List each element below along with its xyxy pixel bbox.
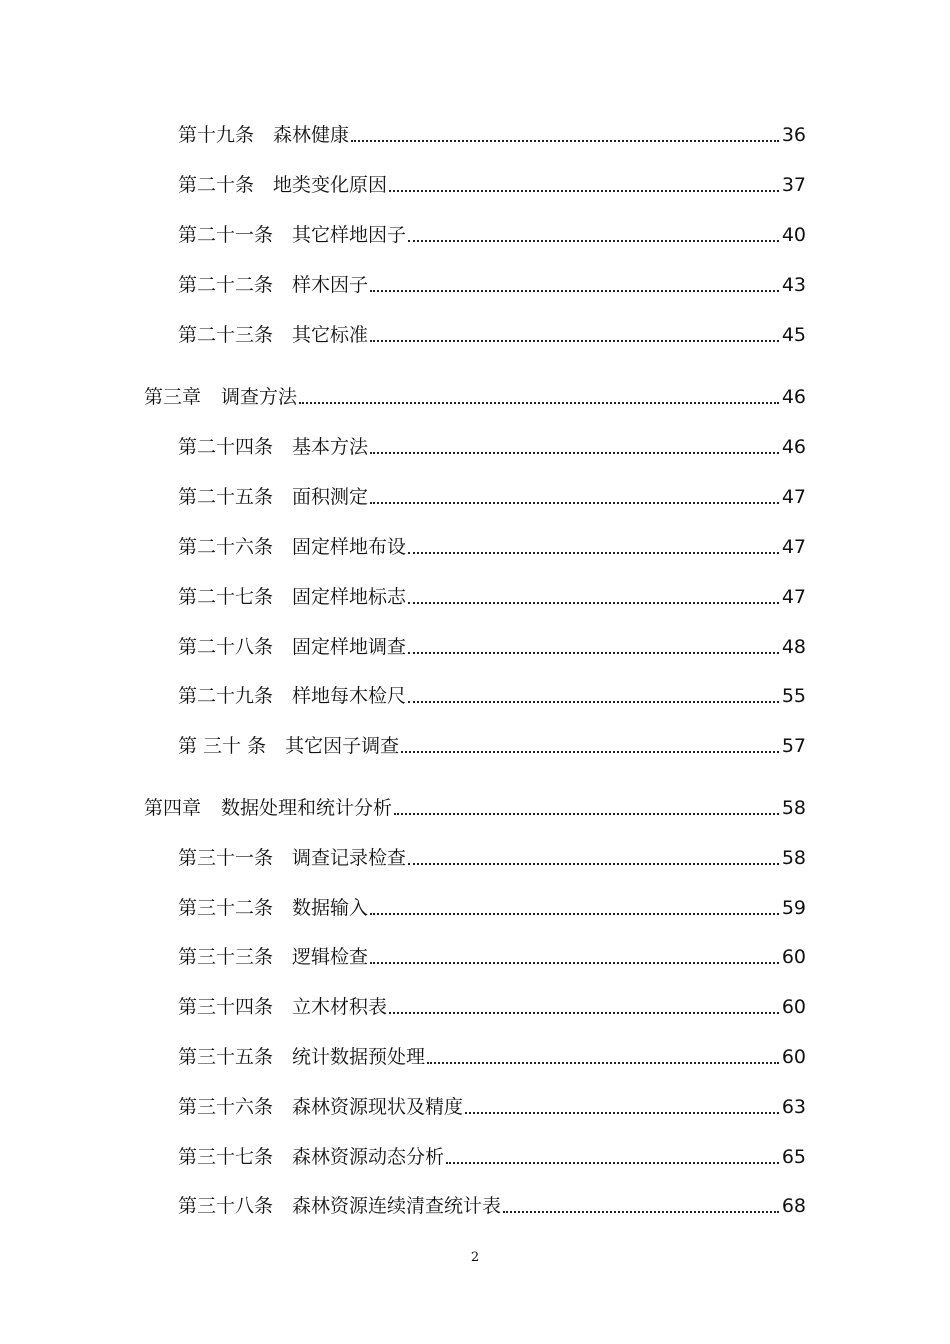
- toc-entry[interactable]: [178, 1092, 806, 1122]
- toc-entry[interactable]: [178, 120, 806, 150]
- toc-entry-page: 65: [781, 1146, 806, 1168]
- dot-leader: [408, 652, 779, 654]
- dot-leader: [370, 340, 779, 342]
- toc-entry-number: 第二十五条: [178, 486, 274, 508]
- toc-entry-page: 60: [781, 996, 806, 1018]
- toc-entry-page: 43: [781, 274, 806, 296]
- toc-entry-number: 第三十八条: [178, 1195, 274, 1217]
- toc-entry-number: 第二十条: [178, 174, 255, 196]
- toc-entry-page: 36: [781, 124, 806, 146]
- toc-chapter-title: 数据处理和统计分析: [221, 797, 393, 819]
- toc-entry-title: 固定样地布设: [292, 536, 407, 558]
- toc-entry-page: 68: [781, 1195, 806, 1217]
- dot-leader: [370, 913, 779, 915]
- dot-leader: [370, 290, 779, 292]
- toc-entry-page: 47: [781, 586, 806, 608]
- toc-entry-number: 第二十七条: [178, 586, 274, 608]
- toc-entry-page: 40: [781, 224, 806, 246]
- dot-leader: [408, 240, 779, 242]
- toc-entry-number: 第十九条: [178, 124, 255, 146]
- toc-entry-page: 60: [781, 1046, 806, 1068]
- toc-entry[interactable]: [178, 582, 806, 612]
- toc-entry[interactable]: [178, 1142, 806, 1172]
- dot-leader: [351, 140, 779, 142]
- toc-entry[interactable]: [178, 270, 806, 300]
- toc-entry-number: 第三十一条: [178, 847, 274, 869]
- toc-entry[interactable]: [178, 1042, 806, 1072]
- dot-leader: [408, 863, 779, 865]
- toc-entry-number: 第二十八条: [178, 636, 274, 658]
- dot-leader: [370, 452, 779, 454]
- toc-chapter-entry[interactable]: [144, 793, 806, 823]
- toc-entry-title: 基本方法: [292, 436, 369, 458]
- toc-entry-title: 调查记录检查: [292, 847, 407, 869]
- toc-entry-number: 第三十二条: [178, 897, 274, 919]
- toc-entry[interactable]: [178, 1191, 806, 1221]
- toc-entry-number: 第 三十 条: [178, 735, 267, 757]
- dot-leader: [408, 552, 779, 554]
- toc-entry[interactable]: [178, 320, 806, 350]
- toc-entry-title: 其它样地因子: [292, 224, 407, 246]
- dot-leader: [503, 1211, 779, 1213]
- toc-entry-number: 第二十四条: [178, 436, 274, 458]
- toc-entry-title: 森林资源动态分析: [292, 1146, 445, 1168]
- toc-entry-title: 样地每木检尺: [292, 685, 407, 707]
- toc-entry-title: 面积测定: [292, 486, 369, 508]
- toc-entry-title: 固定样地调查: [292, 636, 407, 658]
- toc-entry-title: 逻辑检查: [292, 946, 369, 968]
- toc-entry-page: 47: [781, 486, 806, 508]
- toc-entry-title: 立木材积表: [292, 996, 388, 1018]
- toc-entry-page: 59: [781, 897, 806, 919]
- dot-leader: [299, 402, 779, 404]
- toc-entry-page: 58: [781, 847, 806, 869]
- dot-leader: [446, 1162, 779, 1164]
- toc-entry[interactable]: [178, 681, 806, 711]
- toc-entry[interactable]: [178, 432, 806, 462]
- toc-entry-page: 60: [781, 946, 806, 968]
- dot-leader: [465, 1112, 779, 1114]
- page-number: 2: [470, 1250, 480, 1265]
- toc-chapter-number: 第四章: [144, 797, 202, 819]
- toc-entry-page: 48: [781, 636, 806, 658]
- toc-entry-title: 其它标准: [292, 324, 369, 346]
- toc-entry-page: 57: [781, 735, 806, 757]
- toc-entry-page: 58: [781, 797, 806, 819]
- toc-entry-title: 森林资源连续清查统计表: [292, 1195, 502, 1217]
- toc-entry-page: 46: [781, 386, 806, 408]
- toc-entry[interactable]: [178, 731, 806, 761]
- toc-entry[interactable]: [178, 632, 806, 662]
- toc-entry[interactable]: [178, 532, 806, 562]
- dot-leader: [389, 1012, 779, 1014]
- toc-entry[interactable]: [178, 170, 806, 200]
- toc-entry-title: 其它因子调查: [285, 735, 400, 757]
- toc-entry[interactable]: [178, 482, 806, 512]
- dot-leader: [370, 962, 779, 964]
- toc-entry[interactable]: [178, 220, 806, 250]
- toc-entry-number: 第三十三条: [178, 946, 274, 968]
- toc-chapter-title: 调查方法: [221, 386, 298, 408]
- toc-entry-number: 第二十一条: [178, 224, 274, 246]
- toc-entry[interactable]: [178, 893, 806, 923]
- toc-entry-number: 第三十六条: [178, 1096, 274, 1118]
- toc-entry[interactable]: [178, 843, 806, 873]
- toc-entry-page: 63: [781, 1096, 806, 1118]
- toc-entry-page: 37: [781, 174, 806, 196]
- toc-entry-title: 数据输入: [292, 897, 369, 919]
- dot-leader: [389, 190, 779, 192]
- dot-leader: [370, 502, 779, 504]
- toc-entry-number: 第三十四条: [178, 996, 274, 1018]
- toc-entry-page: 47: [781, 536, 806, 558]
- toc-chapter-entry[interactable]: [144, 382, 806, 412]
- dot-leader: [408, 701, 779, 703]
- toc-entry[interactable]: [178, 992, 806, 1022]
- toc-entry-number: 第三十五条: [178, 1046, 274, 1068]
- dot-leader: [394, 813, 779, 815]
- toc-entry-page: 45: [781, 324, 806, 346]
- toc-entry-title: 地类变化原因: [273, 174, 388, 196]
- dot-leader: [401, 751, 779, 753]
- toc-entry-number: 第三十七条: [178, 1146, 274, 1168]
- toc-entry-title: 统计数据预处理: [292, 1046, 426, 1068]
- toc-entry-number: 第二十三条: [178, 324, 274, 346]
- toc-entry-page: 46: [781, 436, 806, 458]
- toc-entry-title: 森林资源现状及精度: [292, 1096, 464, 1118]
- toc-entry-number: 第二十二条: [178, 274, 274, 296]
- dot-leader: [427, 1062, 779, 1064]
- toc-entry-number: 第二十六条: [178, 536, 274, 558]
- toc-chapter-number: 第三章: [144, 386, 202, 408]
- toc-entry-title: 样木因子: [292, 274, 369, 296]
- toc-entry-number: 第二十九条: [178, 685, 274, 707]
- toc-entry[interactable]: [178, 942, 806, 972]
- toc-entry-page: 55: [781, 685, 806, 707]
- toc-entry-title: 森林健康: [273, 124, 350, 146]
- dot-leader: [408, 602, 779, 604]
- toc-entry-title: 固定样地标志: [292, 586, 407, 608]
